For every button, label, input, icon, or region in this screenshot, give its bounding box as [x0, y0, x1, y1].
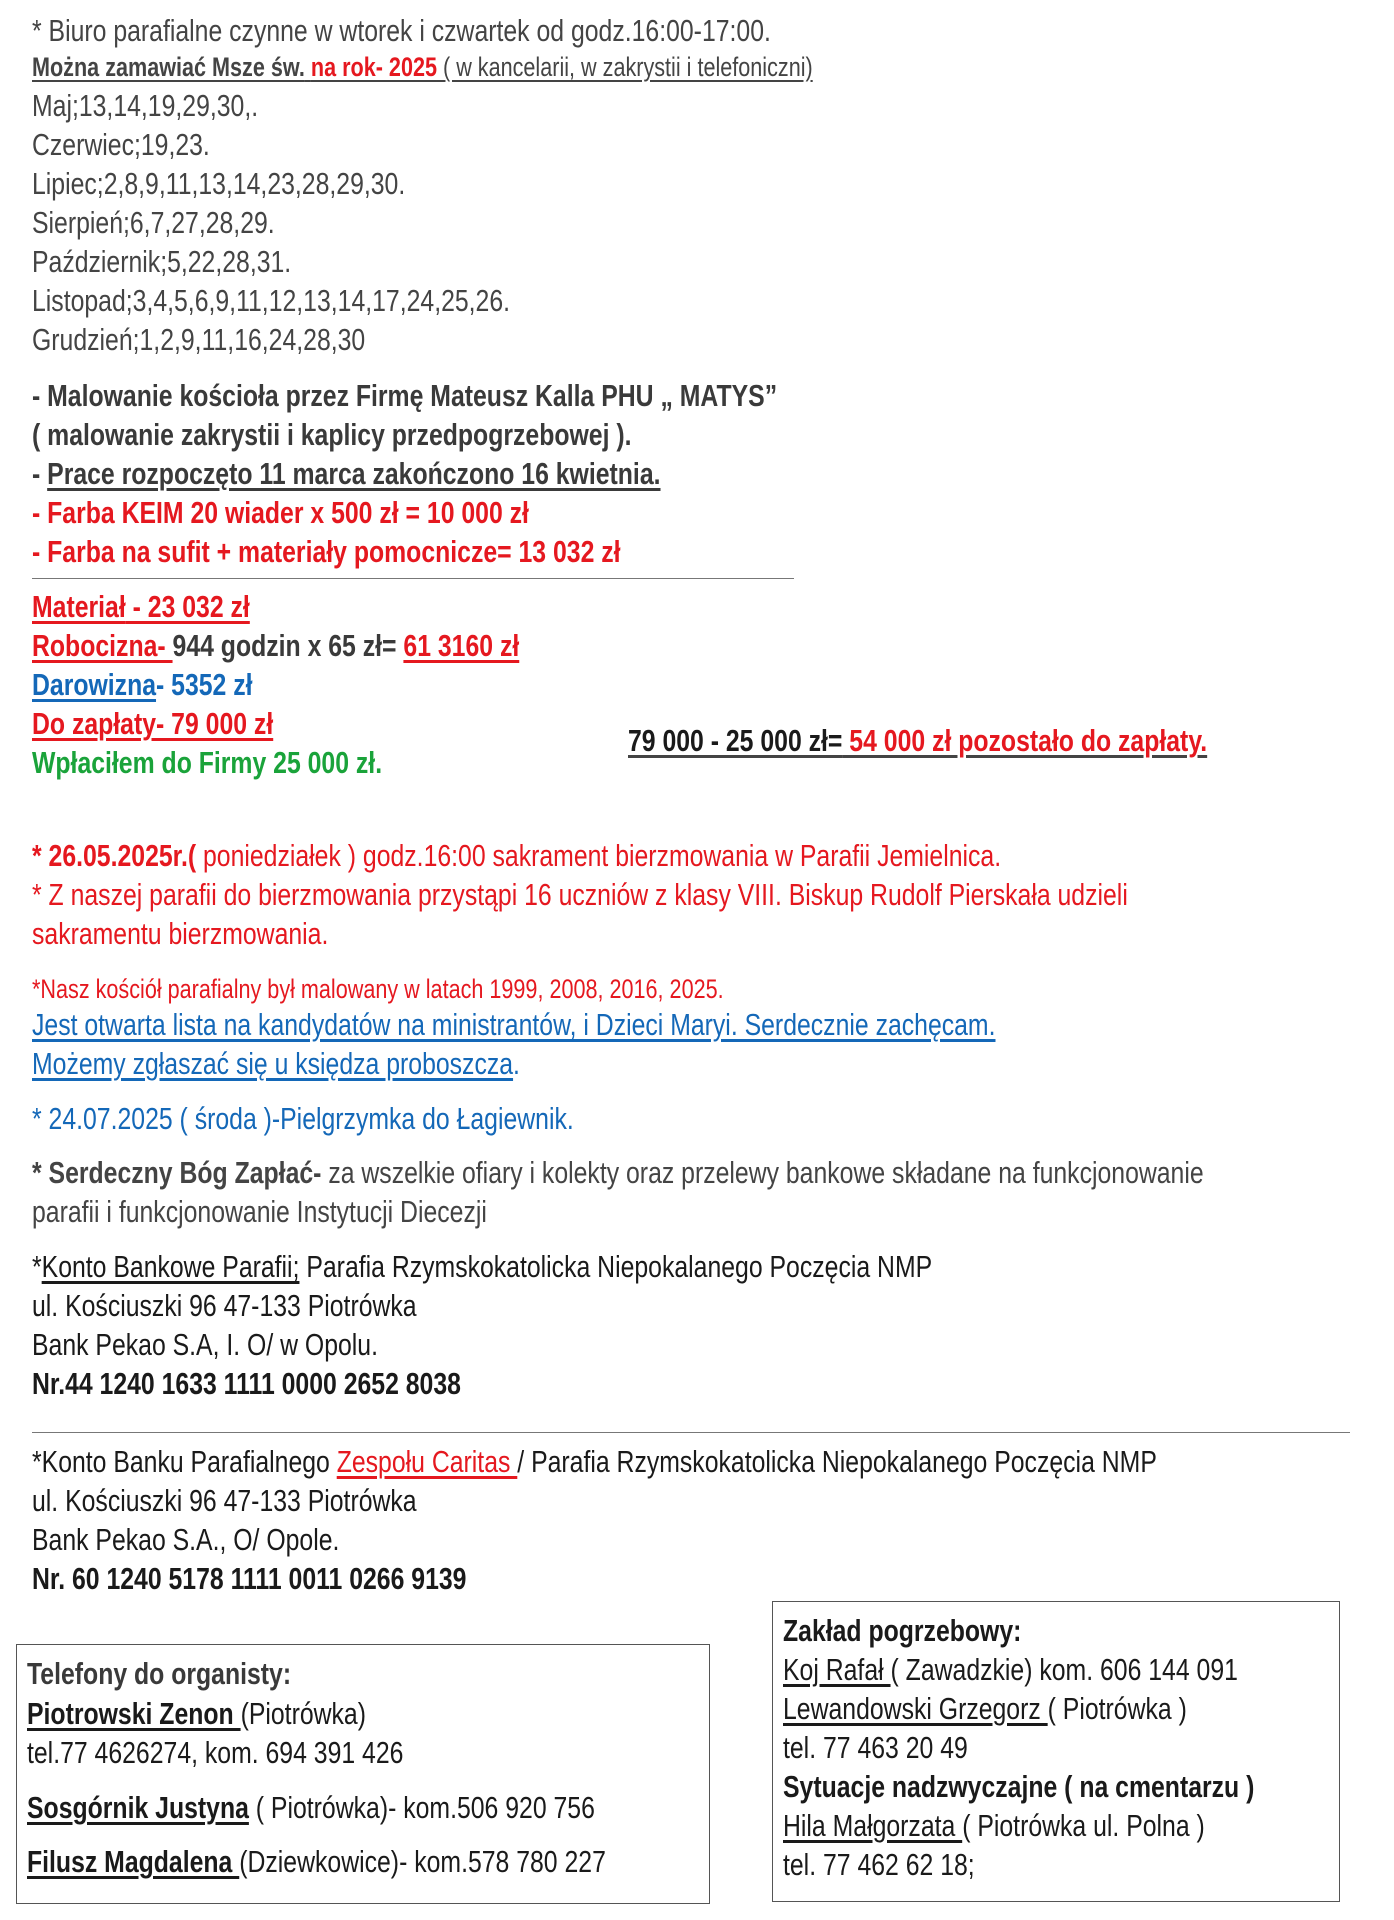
funeral-box [772, 1601, 1340, 1902]
cost-material-value: - 23 032 zł [125, 589, 250, 624]
cost-labour-value: 61 3160 zł [403, 628, 520, 663]
funeral-1 [783, 1651, 1238, 1689]
confirmation-date: * 26.05.2025r.( [32, 838, 197, 873]
parish-account-line-1 [32, 1248, 932, 1286]
month-august: Sierpień;6,7,27,28,29. [32, 205, 275, 240]
organist-1-place: (Piotrówka) [240, 1696, 366, 1731]
mass-orders-year: na rok- 2025 [310, 52, 437, 82]
confirmation-rest: poniedziałek ) godz.16:00 sakrament bierzmowania w Parafii Jemielnica. [196, 838, 1002, 873]
office-hours: * Biuro parafialne czynne w wtorek i czwartek od godz.16:00-17:00. [32, 13, 771, 48]
painting-line-1: - Malowanie kościoła przez Firmę Mateusz Kalla PHU „ MATYS” [32, 378, 778, 413]
confirmation-line-1 [32, 837, 1001, 875]
month-may: Maj;13,14,19,29,30,. [32, 88, 259, 123]
ministrants-dot: . [513, 1046, 520, 1081]
funeral-title: Zakład pogrzebowy: [783, 1613, 1022, 1648]
confirmation-line-2: * Z naszej parafii do bierzmowania przystąpi 16 uczniów z klasy VIII. Biskup Rudolf Pierskała udzieli [32, 877, 1128, 912]
funeral-2 [783, 1690, 1187, 1728]
caritas-account-line-1 [32, 1443, 1157, 1481]
caritas-account-bank: Bank Pekao S.A., O/ Opole. [32, 1522, 340, 1557]
pilgrimage: * 24.07.2025 ( środa )-Pielgrzymka do Łagiewnik. [32, 1101, 574, 1136]
cost-material-label: Materiał [32, 589, 126, 624]
organist-2 [27, 1789, 595, 1827]
cost-paid: Wpłaciłem do Firmy 25 000 zł. [32, 745, 383, 780]
caritas-account-address: ul. Kościuszki 96 47-133 Piotrówka [32, 1483, 417, 1518]
month-june: Czerwiec;19,23. [32, 127, 210, 162]
parish-account-name: Parafia Rzymskokatolicka Niepokalanego Poczęcia NMP [299, 1249, 933, 1284]
thanks-line-1 [32, 1154, 1204, 1192]
organist-3 [27, 1843, 606, 1881]
thanks-rest: za wszelkie ofiary i kolekty oraz przelewy bankowe składane na funkcjonowanie [321, 1155, 1204, 1190]
painted-years: *Nasz kościół parafialny był malowany w latach 1999, 2008, 2016, 2025. [32, 974, 724, 1004]
painting-dash: - [32, 456, 48, 491]
cost-donation [32, 666, 253, 704]
mass-orders-lead: Można zamawiać Msze św. [32, 52, 305, 82]
thanks-bold: * Serdeczny Bóg Zapłać- [32, 1155, 322, 1190]
cost-labour [32, 627, 519, 665]
parish-account-bank: Bank Pekao S.A, I. O/ w Opolu. [32, 1327, 378, 1362]
parish-account-address: ul. Kościuszki 96 47-133 Piotrówka [32, 1288, 417, 1323]
funeral-2-name: Lewandowski Grzegorz [783, 1691, 1048, 1726]
organist-1-phone: tel.77 4626274, kom. 694 391 426 [27, 1735, 404, 1770]
funeral-1-name: Koj Rafał [783, 1652, 891, 1687]
funeral-3-rest: ( Piotrówka ul. Polna ) [962, 1808, 1205, 1843]
painting-dates: Prace rozpoczęto 11 marca zakończono 16 kwietnia. [47, 456, 661, 491]
month-november: Listopad;3,4,5,6,9,11,12,13,14,17,24,25,26. [32, 283, 511, 318]
confirmation-line-3: sakramentu bierzmowania. [32, 916, 329, 951]
cost-remaining-text: 54 000 zł pozostało do zapłaty. [842, 723, 1208, 758]
painting-line-2: ( malowanie zakrystii i kaplicy przedpogrzebowej ). [32, 417, 632, 452]
cost-to-pay: Do zapłaty- 79 000 zł [32, 706, 274, 741]
parish-account-prefix: * [32, 1249, 42, 1284]
parish-account-label: Konto Bankowe Parafii; [41, 1249, 300, 1284]
caritas-account-name: / Parafia Rzymskokatolicka Niepokalanego Poczęcia NMP [517, 1444, 1157, 1479]
cost-donation-value: - 5352 zł [156, 667, 253, 702]
organist-2-name: Sosgórnik Justyna [27, 1790, 249, 1825]
organist-1-name: Piotrowski Zenon [27, 1696, 241, 1731]
organists-box [16, 1644, 710, 1904]
funeral-3-name: Hila Małgorzata [783, 1808, 963, 1843]
organist-3-name: Filusz Magdalena [27, 1844, 240, 1879]
funeral-3 [783, 1807, 1205, 1845]
cost-labour-detail: 944 godzin x 65 zł= [172, 628, 404, 663]
thanks-line-2: parafii i funkcjonowanie Instytucji Diecezji [32, 1194, 487, 1229]
cost-donation-label: Darowizna [32, 667, 157, 702]
caritas-account-label: Zespołu Caritas [336, 1444, 518, 1479]
mass-orders-header [32, 50, 813, 84]
funeral-emergency-title: Sytuacje nadzwyczajne ( na cmentarzu ) [783, 1769, 1255, 1804]
month-october: Październik;5,22,28,31. [32, 244, 292, 279]
mass-orders-where: ( w kancelarii, w zakrystii i telefoniczni) [443, 52, 813, 82]
painting-line-4: - Farba KEIM 20 wiader x 500 zł = 10 000 zł [32, 495, 529, 530]
parish-account-number: Nr.44 1240 1633 1111 0000 2652 8038 [32, 1366, 461, 1401]
cost-material [32, 588, 250, 626]
funeral-1-rest: ( Zawadzkie) kom. 606 144 091 [890, 1652, 1238, 1687]
cost-remaining [628, 722, 1207, 760]
organists-title: Telefony do organisty: [27, 1656, 292, 1691]
funeral-2-phone: tel. 77 463 20 49 [783, 1730, 968, 1765]
organist-1 [27, 1695, 366, 1733]
month-july: Lipiec;2,8,9,11,13,14,23,28,29,30. [32, 166, 406, 201]
divider-long [32, 1432, 1350, 1433]
divider-short [32, 578, 794, 579]
organist-3-rest: (Dziewkowice)- kom.578 780 227 [239, 1844, 606, 1879]
cost-labour-label: Robocizna- [32, 628, 173, 663]
month-december: Grudzień;1,2,9,11,16,24,28,30 [32, 322, 366, 357]
organist-2-rest: ( Piotrówka)- kom.506 920 756 [248, 1790, 595, 1825]
funeral-3-phone: tel. 77 462 62 18; [783, 1847, 975, 1882]
caritas-account-prefix: *Konto Banku Parafialnego [32, 1444, 337, 1479]
ministrants-line-2 [32, 1045, 520, 1083]
caritas-account-number: Nr. 60 1240 5178 1111 0011 0266 9139 [32, 1561, 467, 1596]
ministrants-line-1: Jest otwarta lista na kandydatów na ministrantów, i Dzieci Maryi. Serdecznie zachęcam. [32, 1007, 996, 1042]
painting-line-3 [32, 455, 661, 493]
funeral-2-rest: ( Piotrówka ) [1047, 1691, 1187, 1726]
painting-line-5: - Farba na sufit + materiały pomocnicze= 13 032 zł [32, 534, 621, 569]
ministrants-text: Możemy zgłaszać się u księdza proboszcza [32, 1046, 514, 1081]
cost-remaining-calc: 79 000 - 25 000 zł= [628, 723, 843, 758]
